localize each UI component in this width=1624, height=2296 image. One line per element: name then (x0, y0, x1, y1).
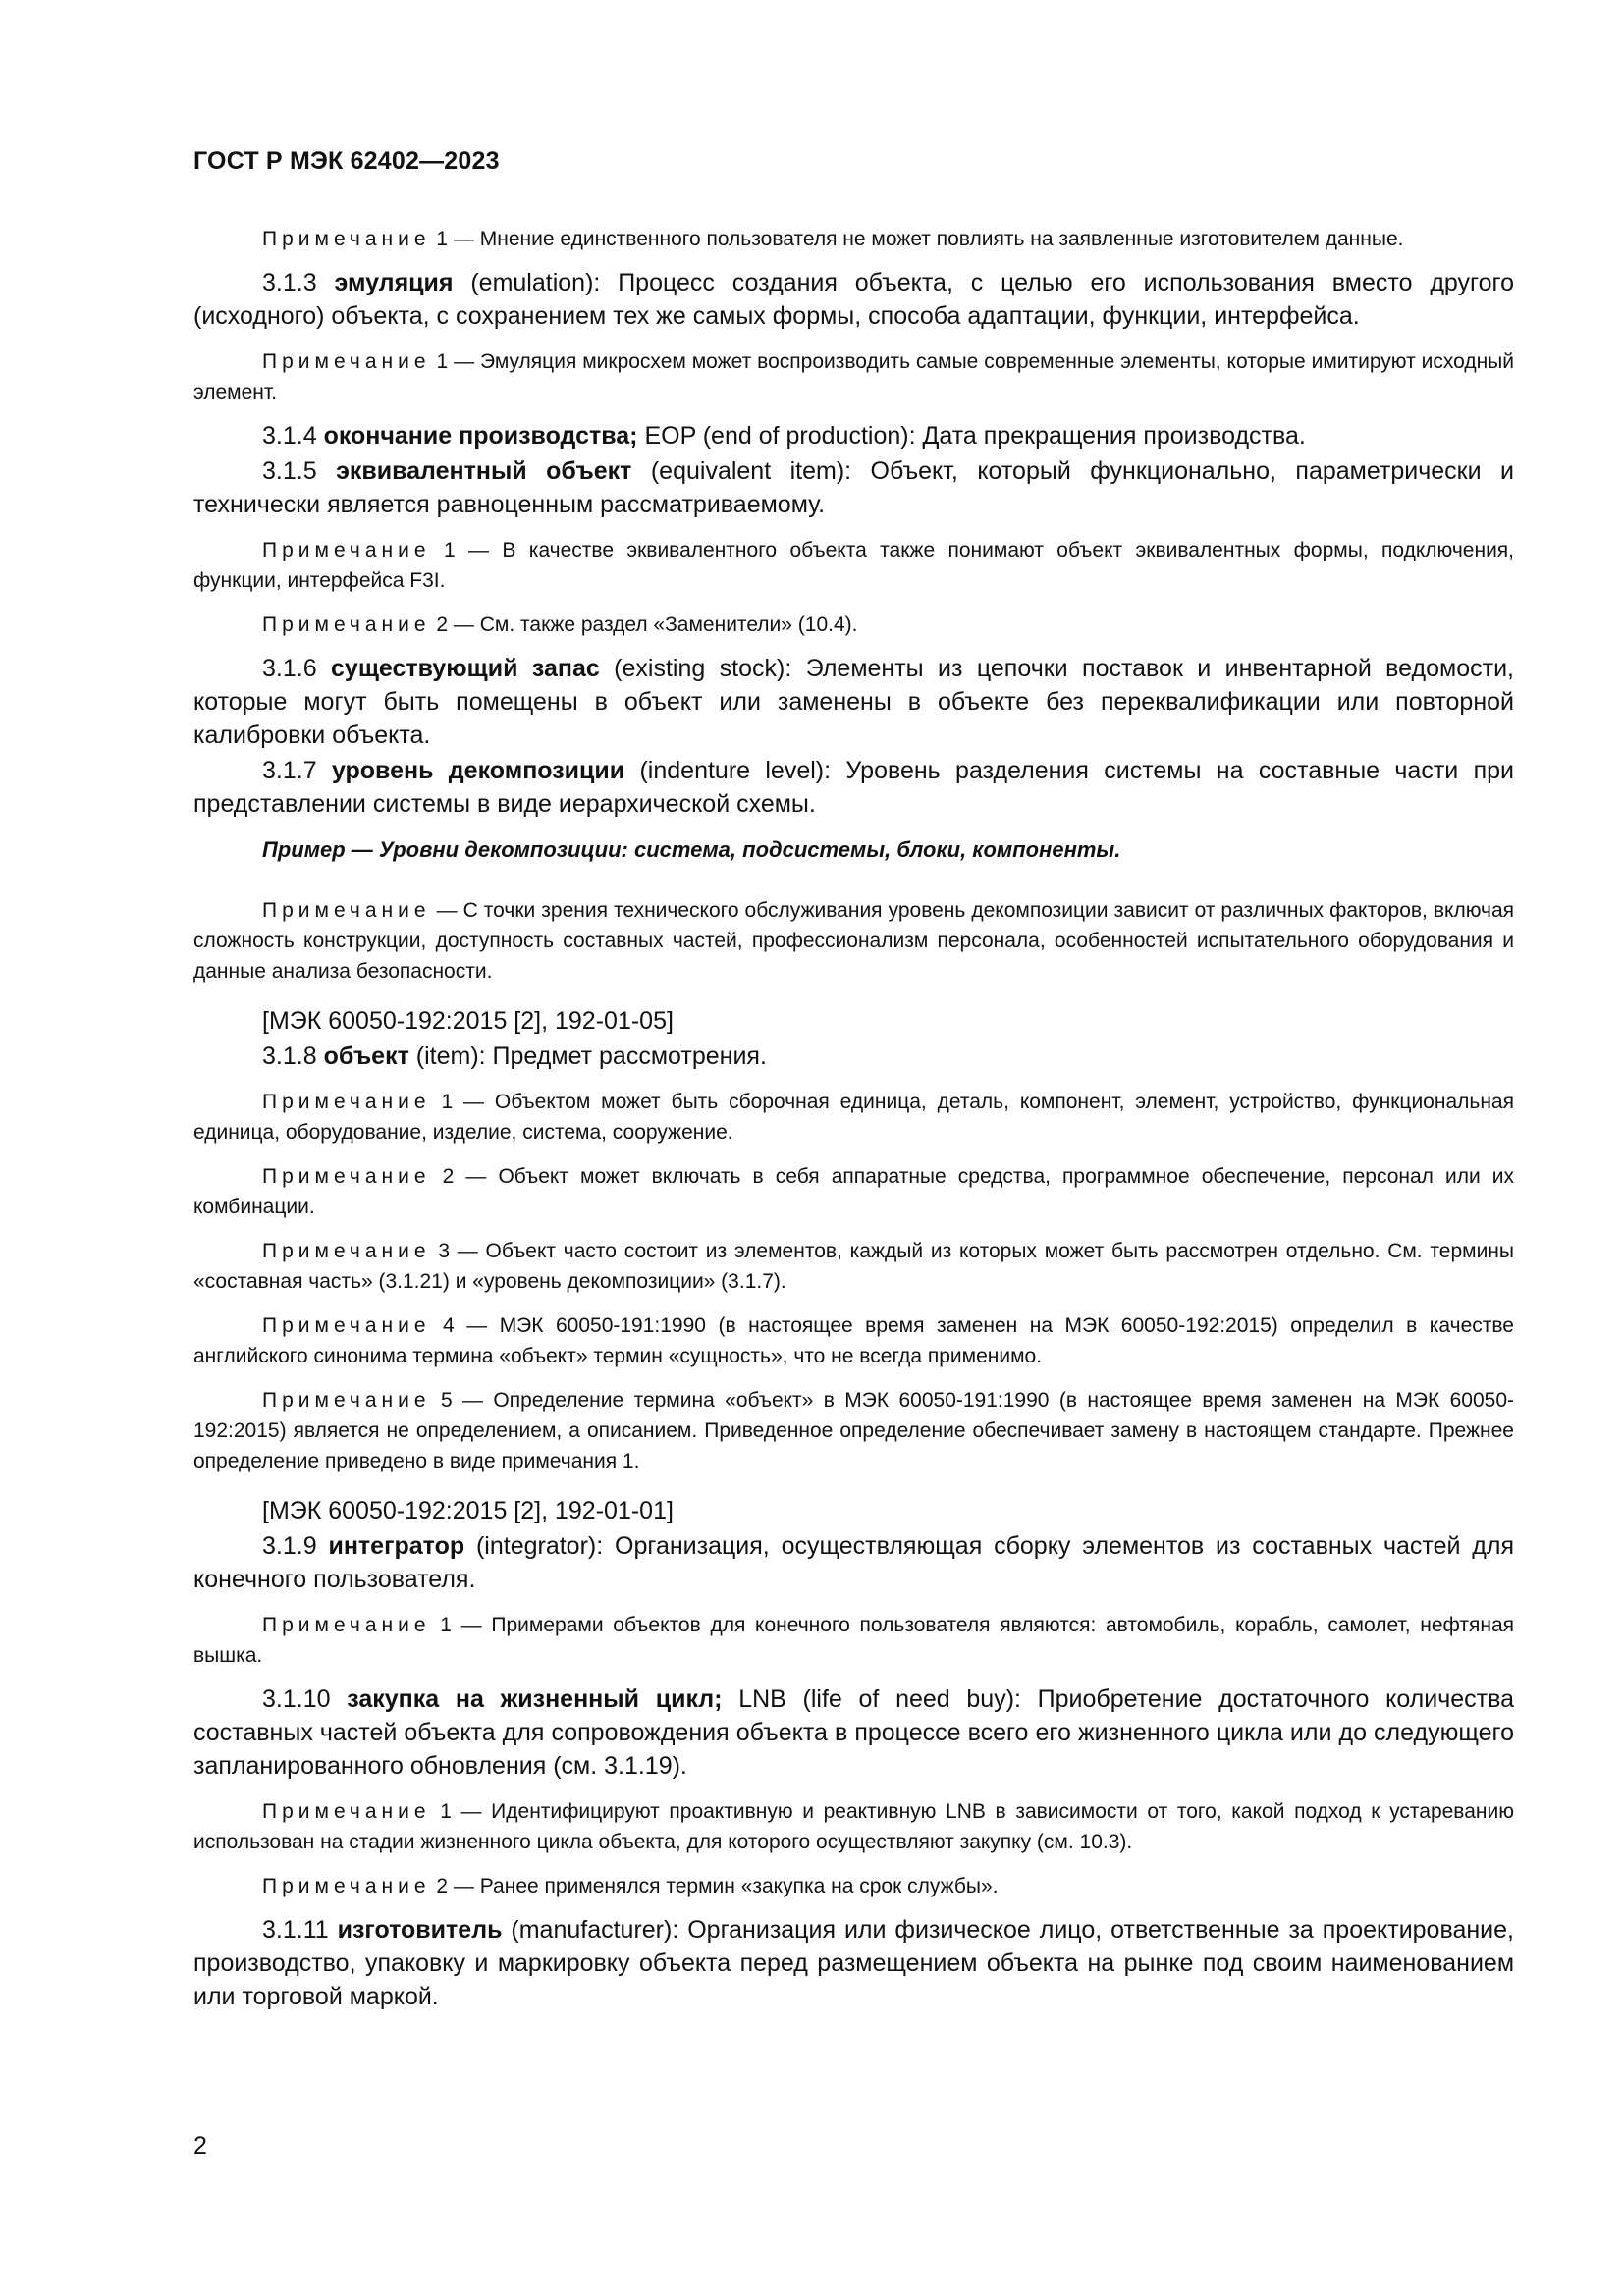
note-label: Примечание (262, 1165, 431, 1188)
note: Примечание 1 — Идентифицируют проактивную и реактивную LNB в зависимости от того, какой подход к устареванию использован на стадии жизненного цикла объекта, для которого осуществляют закупку (см. 10.3). (193, 1800, 1514, 1853)
term-definition: 3.1.9 интегратор (integrator): Организация, осуществляющая сборку элементов из составных частей для конечного пользователя. (193, 1532, 1514, 1593)
reference: [МЭК 60050-192:2015 [2], 192-01-01] (262, 1497, 674, 1524)
note: Примечание 3 — Объект часто состоит из элементов, каждый из которых может быть рассмотрен отдельно. См. термины «составная часть» (3.1.21) и «уровень декомпозиции» (3.1.7). (193, 1240, 1514, 1293)
note: Примечание 5 — Определение термина «объект» в МЭК 60050-191:1990 (в настоящее время заменен на МЭК 60050-192:2015) является не определением, а описанием. Приведенное определение обеспечивает замену в настоящем стандарте. Прежнее определение приведено в виде примечания 1. (193, 1389, 1515, 1472)
note-label: Примечание (262, 614, 431, 636)
document-header: ГОСТ Р МЭК 62402—2023 (193, 147, 500, 175)
term-name: изготовитель (337, 1916, 503, 1944)
note-label: Примечание (262, 1875, 431, 1897)
note: Примечание 1 — Мнение единственного пользователя не может повлиять на заявленные изготовителем данные. (262, 228, 1404, 250)
note-label: Примечание (262, 1800, 431, 1823)
note-label: Примечание (262, 1240, 431, 1262)
document-body (193, 224, 1514, 2013)
term-definition: 3.1.5 эквивалентный объект (equivalent item): Объект, который функционально, параметрически и технически является равноценным рассматриваемому. (193, 457, 1514, 518)
note: Примечание 2 — Объект может включать в себя аппаратные средства, программное обеспечение, персонал или их комбинации. (193, 1165, 1514, 1218)
note-label: Примечание (262, 1091, 431, 1113)
term-name: окончание производства; (323, 422, 638, 450)
term-name: существующий запас (331, 655, 600, 682)
term-definition: 3.1.3 эмуляция (emulation): Процесс создания объекта, с целью его использования вместо другого (исходного) объекта, с сохранением тех же самых формы, способа адаптации, функции, интерфейса. (193, 269, 1514, 330)
note: Примечание 2 — См. также раздел «Заменители» (10.4). (262, 614, 858, 636)
note: Примечание 1 — Объектом может быть сборочная единица, деталь, компонент, элемент, устройство, функциональная единица, оборудование, изделие, система, сооружение. (193, 1091, 1514, 1144)
term-name: закупка на жизненный цикл; (347, 1685, 723, 1713)
term-definition: 3.1.7 уровень декомпозиции (indenture level): Уровень разделения системы на составные части при представлении системы в виде иерархической схемы. (193, 757, 1514, 818)
term-definition: 3.1.10 закупка на жизненный цикл; LNB (life of need buy): Приобретение достаточного количества составных частей объекта для сопровождения объекта в процессе всего его жизненного цикла или до следующего запланированного обновления (см. 3.1.19). (193, 1685, 1515, 1780)
note-label: Примечание (262, 228, 431, 250)
note-label: Примечание (262, 350, 431, 373)
term-definition: 3.1.8 объект (item): Предмет рассмотрения. (262, 1042, 767, 1070)
term-definition: 3.1.11 изготовитель (manufacturer): Организация или физическое лицо, ответственные за проектирование, производство, упаковку и маркировку объекта перед размещением объекта на рынке под своим наименованием или торговой маркой. (193, 1916, 1514, 2010)
note: Примечание — С точки зрения технического обслуживания уровень декомпозиции зависит от различных факторов, включая сложность конструкции, доступность составных частей, профессионализм персонала, особенностей испытательного оборудования и данные анализа безопасности. (193, 899, 1514, 983)
term-name: эмуляция (334, 269, 454, 296)
reference: [МЭК 60050-192:2015 [2], 192-01-05] (262, 1007, 674, 1035)
term-name: интегратор (328, 1532, 465, 1560)
term-name: объект (323, 1042, 409, 1070)
term-definition: 3.1.4 окончание производства; EOP (end of production): Дата прекращения производства. (262, 422, 1306, 450)
note-label: Примечание (262, 539, 431, 561)
term-name: уровень декомпозиции (331, 757, 625, 784)
term-definition: 3.1.6 существующий запас (existing stock): Элементы из цепочки поставок и инвентарной ведомости, которые могут быть помещены в объект или заменены в объекте без переквалификации или повторной калибровки объекта. (193, 655, 1514, 749)
note-label: Примечание (262, 1389, 431, 1412)
page-number: 2 (193, 2132, 207, 2160)
note-label: Примечание (262, 1314, 431, 1337)
note-label: Примечание (262, 1614, 431, 1636)
term-name: эквивалентный объект (336, 457, 632, 485)
note: Примечание 1 — Эмуляция микросхем может воспроизводить самые современные элементы, которые имитируют исходный элемент. (193, 350, 1514, 403)
example: Пример — Уровни декомпозиции: система, подсистемы, блоки, компоненты. (262, 837, 1121, 862)
note-label: Примечание (262, 899, 431, 922)
note: Примечание 1 — Примерами объектов для конечного пользователя являются: автомобиль, корабль, самолет, нефтяная вышка. (193, 1614, 1514, 1667)
note: Примечание 2 — Ранее применялся термин «закупка на срок службы». (262, 1875, 999, 1897)
note: Примечание 1 — В качестве эквивалентного объекта также понимают объект эквивалентных формы, подключения, функции, интерфейса F3I. (193, 539, 1514, 592)
note: Примечание 4 — МЭК 60050-191:1990 (в настоящее время заменен на МЭК 60050-192:2015) определил в качестве английского синонима термина «объект» термин «сущность», что не всегда применимо. (193, 1314, 1514, 1367)
